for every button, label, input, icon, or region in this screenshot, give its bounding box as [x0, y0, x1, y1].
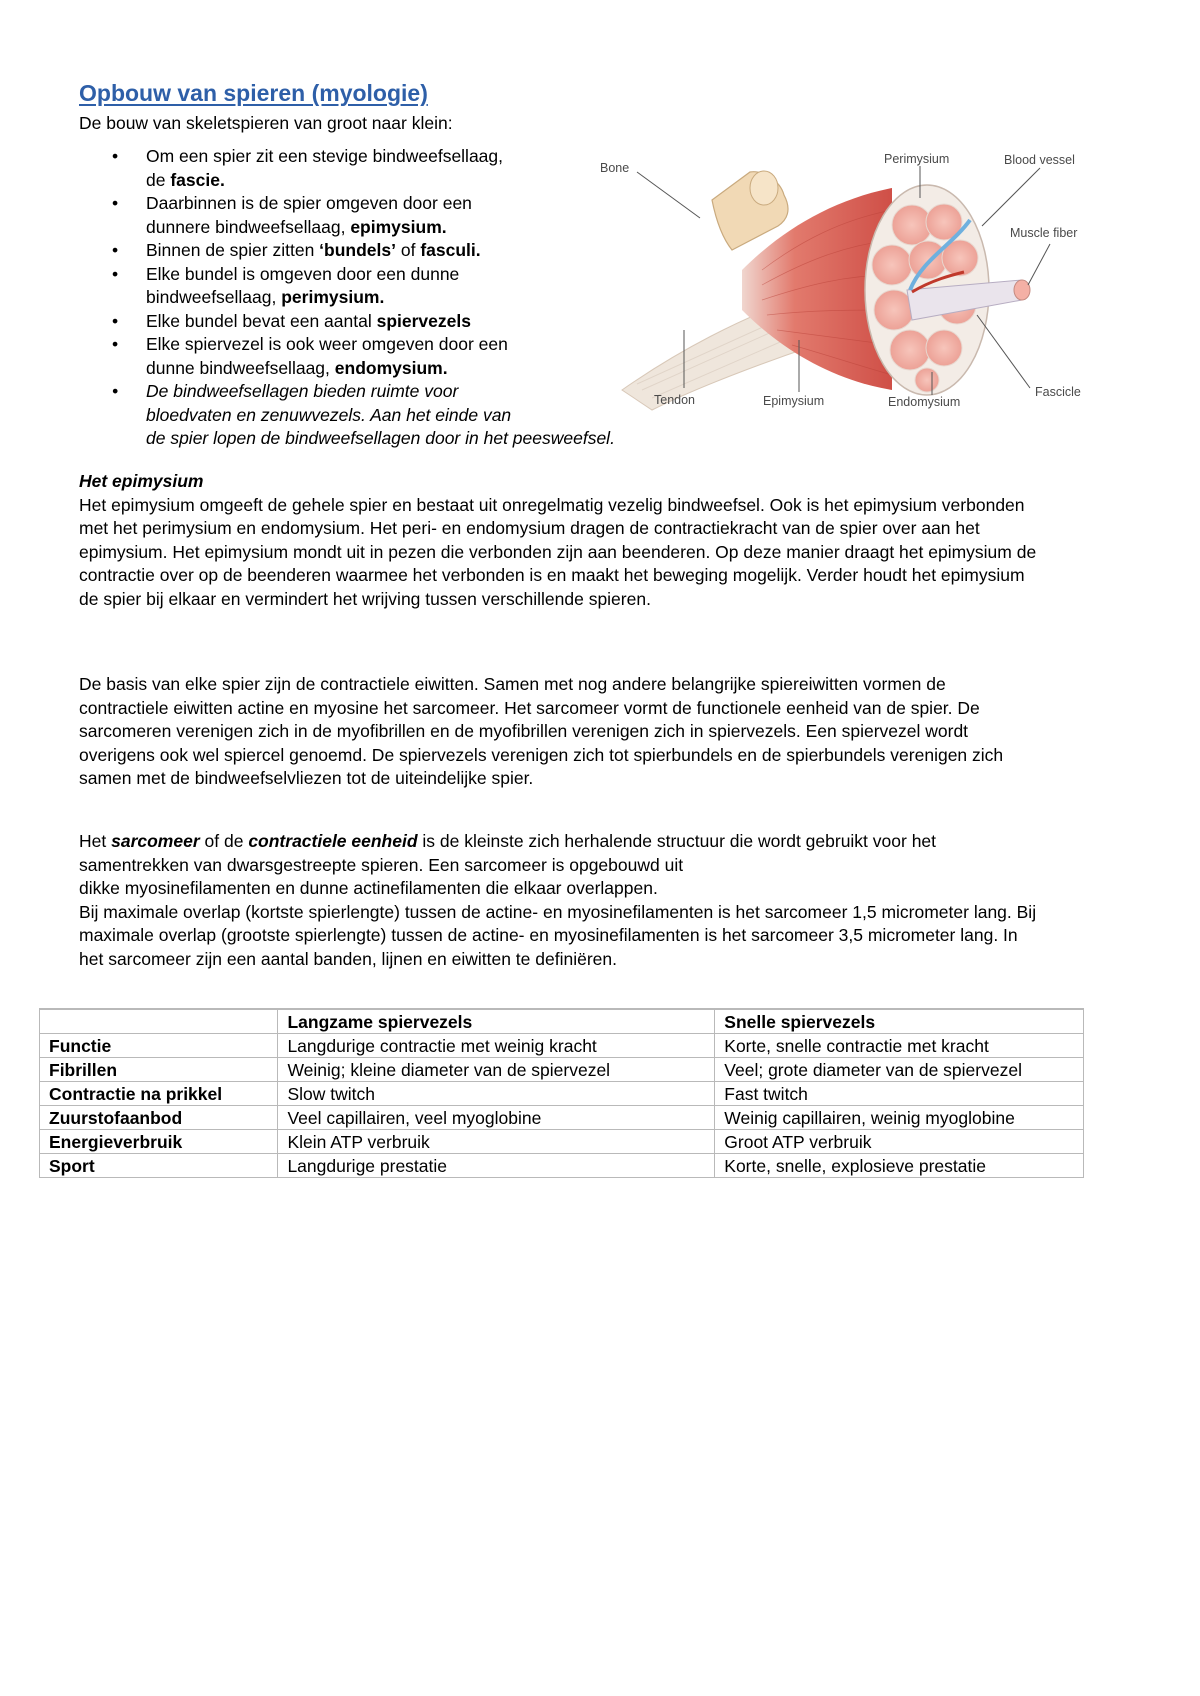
muscle-fiber-end: [1014, 280, 1030, 300]
table-cell: Langdurige contractie met weinig kracht: [278, 1034, 715, 1058]
table-cell: Groot ATP verbruik: [715, 1130, 1084, 1154]
page-title: Opbouw van spieren (myologie): [79, 80, 428, 106]
table-row-label: Energieverbruik: [40, 1130, 278, 1154]
table-row: [40, 1082, 1084, 1106]
bullet-endomysium: • Elke spiervezel is ook weer omgeven door een dunne bindweefsellaag, endomysium.: [112, 334, 508, 378]
basis-paragraph: De basis van elke spier zijn de contractiele eiwitten. Samen met nog andere belangrijke spiereiwitten vormen de contractiele eiwitten actine en myosine het sarcomeer. Het sarcomeer vormt de functionele eenheid van de spier. De sarcomeren verenigen zich in de myofibrillen en de myofibrillen verenigen zich in spiervezels. Een spiervezel wordt overigens ook wel spiercel genoemd. De spiervezels verenigen zich tot spierbundels en de spierbundels verenigen zich samen met de bindweefselvliezen tot de uiteindelijke spier.: [79, 674, 1004, 788]
label-fascicle: Fascicle: [1035, 385, 1081, 399]
table-row: [40, 1058, 1084, 1082]
table-row: [40, 1154, 1084, 1178]
fiber-comparison-table: [39, 1008, 1084, 1178]
bullet-dot-icon: •: [112, 310, 119, 331]
table-cell: Fast twitch: [715, 1082, 1084, 1106]
label-endomysium: Endomysium: [888, 395, 961, 409]
table-cell: Langdurige prestatie: [278, 1154, 715, 1178]
bullet-bundels: • Binnen de spier zitten ‘bundels’ of fasculi.: [100, 239, 740, 263]
label-epimysium: Epimysium: [763, 394, 825, 408]
bullet-epimysium: • Daarbinnen is de spier omgeven door een dunnere bindweefsellaag, epimysium.: [112, 193, 472, 237]
epimysium-paragraph: Het epimysium omgeeft de gehele spier en bestaat uit onregelmatig vezelig bindweefsel. Ook is het epimysium verbonden met het perimysium en endomysium. Het peri- en endomysium dragen de contractiekracht van de spier over aan het epimysium. Het epimysium mondt uit in pezen die verbonden zijn aan beenderen. Op deze manier draagt het epimysium de contractie over op de beenderen waarmee het verbonden is en maakt het beweging mogelijk. Verder houdt het epimysium de spier bij elkaar en vermindert het wrijving tussen verschillende spieren.: [79, 494, 1037, 609]
table-cell: Korte, snelle, explosieve prestatie: [715, 1154, 1084, 1178]
table-cell: Veel; grote diameter van de spiervezel: [715, 1058, 1084, 1082]
label-blood-vessel: Blood vessel: [1004, 153, 1075, 167]
sarcomeer-paragraph-1: Het sarcomeer of de contractiele eenheid is de kleinste zich herhalende structuur die wordt gebruikt voor het samentrekken van dwarsgestreepte spieren. Een sarcomeer is opgebouwd uit dikke myosinefilamenten en dunne actinefilamenten die elkaar overlappen.: [79, 831, 937, 898]
sarcomeer-paragraph-2: Bij maximale overlap (kortste spierlengte) tussen de actine- en myosinefilamenten is het sarcomeer 1,5 micrometer lang. Bij maximale overlap (grootste spierlengte) tussen de actine- en myosinefilamenten is het sarcomeer 3,5 micrometer lang. In het sarcomeer zijn een aantal banden, lijnen en eiwitten te definiëren.: [79, 901, 1037, 969]
bullet-perimysium: • Elke bundel is omgeven door een dunne bindweefsellaag, perimysium.: [112, 263, 460, 307]
table-row: [40, 1130, 1084, 1154]
table-row: [40, 1106, 1084, 1130]
table-row-label: Sport: [40, 1154, 278, 1178]
table-header-row: [40, 1009, 1084, 1034]
label-tendon: Tendon: [654, 393, 696, 407]
table-row-label: Fibrillen: [40, 1058, 278, 1082]
table-row-label: Functie: [40, 1034, 278, 1058]
table-cell: Korte, snelle contractie met kracht: [715, 1034, 1084, 1058]
bullet-bindweefsellagen: • De bindweefsellagen bieden ruimte voor bloedvaten en zenuwvezels. Aan het einde van de spier lopen de bindweefsellagen door in het peesweefsel.: [112, 381, 615, 448]
label-perimysium: Perimysium: [884, 152, 950, 166]
table-header-cell: [40, 1009, 278, 1034]
table-header-cell: Snelle spiervezels: [715, 1009, 1084, 1034]
bullet-dot-icon: •: [112, 381, 119, 401]
bullet-dot-icon: •: [112, 193, 119, 213]
bullet-dot-icon: •: [112, 334, 119, 354]
bullet-dot-icon: •: [112, 240, 119, 260]
epimysium-section: [79, 470, 1039, 611]
table-cell: Klein ATP verbruik: [278, 1130, 715, 1154]
table-header-cell: Langzame spiervezels: [278, 1009, 715, 1034]
label-muscle-fiber: Muscle fiber: [1010, 226, 1078, 240]
label-bone: Bone: [600, 161, 630, 175]
table-cell: Weinig; kleine diameter van de spiervezel: [278, 1058, 715, 1082]
table-row-label: Contractie na prikkel: [40, 1082, 278, 1106]
table-cell: Weinig capillairen, weinig myoglobine: [715, 1106, 1084, 1130]
bullet-dot-icon: •: [112, 263, 119, 284]
bone-end: [750, 171, 778, 205]
table-row: [40, 1034, 1084, 1058]
table-row-label: Zuurstofaanbod: [40, 1106, 278, 1130]
bullet-dot-icon: •: [112, 146, 119, 166]
bullet-fascie: • Om een spier zit een stevige bindweefsellaag, de fascie.: [112, 146, 504, 190]
bullet-spiervezels: • Elke bundel bevat een aantal spiervezels: [100, 310, 740, 334]
epimysium-heading: Het epimysium: [79, 471, 204, 491]
table-cell: Slow twitch: [278, 1082, 715, 1106]
intro-line: De bouw van skeletspieren van groot naar klein:: [79, 113, 453, 133]
table-cell: Veel capillairen, veel myoglobine: [278, 1106, 715, 1130]
muscle-anatomy-figure: [592, 140, 1092, 420]
sarcomeer-section: [79, 830, 1039, 971]
